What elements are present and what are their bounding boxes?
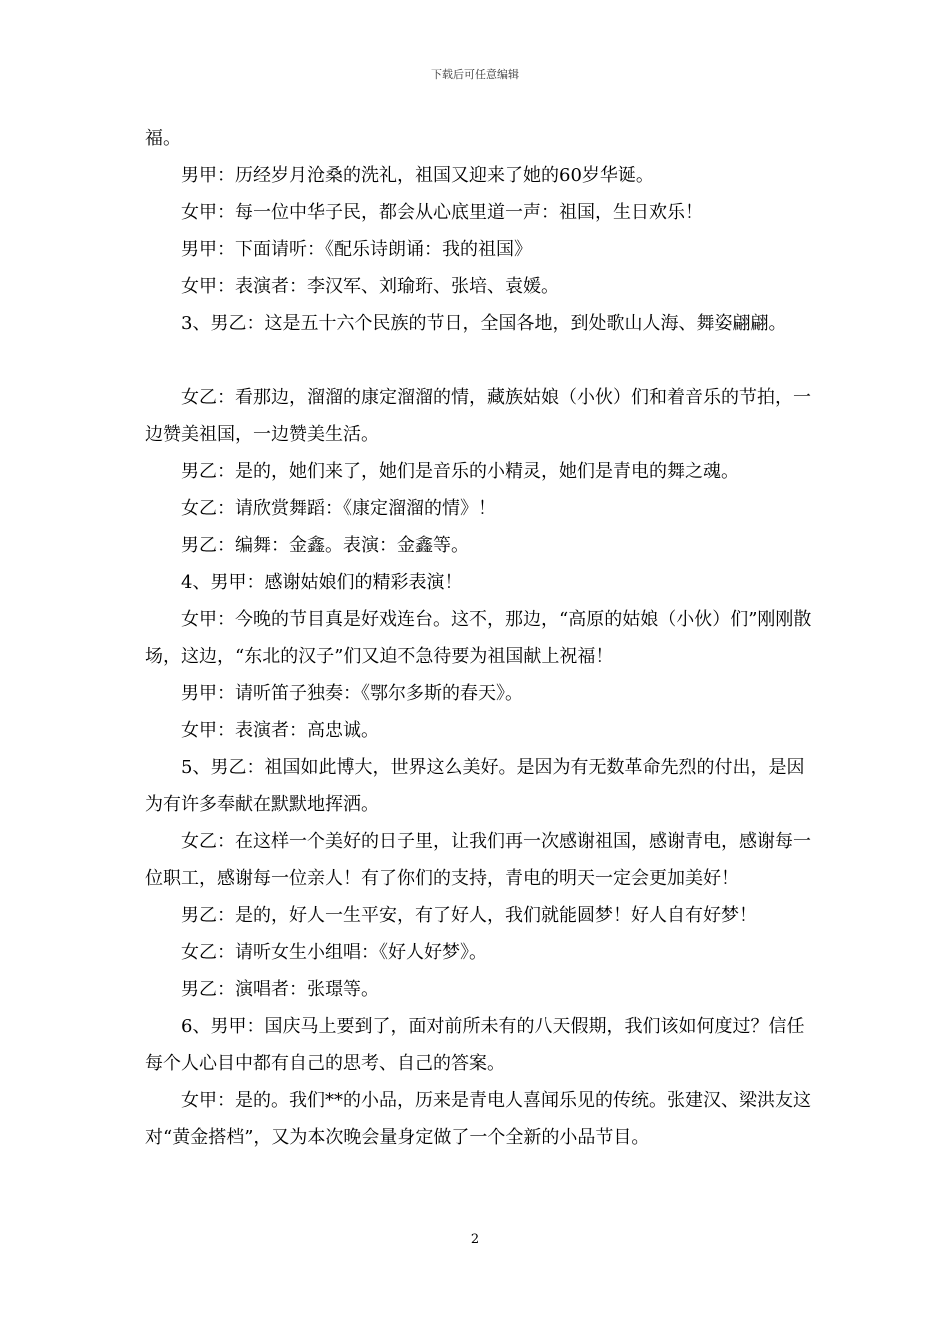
paragraph: 6、男甲：国庆马上要到了，面对前所未有的八天假期，我们该如何度过？信任每个人心目中都有自己的思考、自己的答案。 [145,1016,805,1074]
paragraph: 男乙：是的，她们来了，她们是音乐的小精灵，她们是青电的舞之魂。 [181,461,739,482]
page-header-note: 下载后可任意编辑 [431,68,519,81]
paragraph: 男甲：下面请听：《配乐诗朗诵：我的祖国》 [181,239,532,260]
paragraph: 女乙：看那边，溜溜的康定溜溜的情，藏族姑娘（小伙）们和着音乐的节拍，一边赞美祖国，一边赞美生活。 [145,387,811,445]
paragraph: 男乙：是的，好人一生平安，有了好人，我们就能圆梦！好人自有好梦！ [181,905,757,926]
paragraph: 女甲：每一位中华子民，都会从心底里道一声：祖国，生日欢乐！ [181,202,703,223]
paragraph: 福。 [145,128,181,149]
paragraph: 女甲：表演者：李汉军、刘瑜珩、张培、袁媛。 [181,276,559,297]
paragraph: 男乙：演唱者：张璟等。 [181,979,379,1000]
paragraph: 女乙：请听女生小组唱：《好人好梦》。 [181,942,487,963]
paragraph: 女甲：是的。我们**的小品，历来是青电人喜闻乐见的传统。张建汉、梁洪友这对“黄金搭档”，又为本次晚会量身定做了一个全新的小品节目。 [145,1090,811,1148]
paragraph: 3、男乙：这是五十六个民族的节日，全国各地，到处歌山人海、舞姿翩翩。 [181,313,787,334]
paragraph: 男乙：编舞：金鑫。表演：金鑫等。 [181,535,469,556]
page-number: 2 [470,1232,480,1247]
paragraph: 女乙：在这样一个美好的日子里，让我们再一次感谢祖国，感谢青电，感谢每一位职工，感谢每一位亲人！有了你们的支持，青电的明天一定会更加美好！ [145,831,811,889]
paragraph: 女甲：今晚的节目真是好戏连台。这不，那边，“高原的姑娘（小伙）们”刚刚散场，这边，“东北的汉子”们又迫不急待要为祖国献上祝福！ [145,609,812,667]
document-body [145,120,815,1156]
paragraph: 男甲：历经岁月沧桑的洗礼，祖国又迎来了她的60岁华诞。 [181,165,654,186]
paragraph: 5、男乙：祖国如此博大，世界这么美好。是因为有无数革命先烈的付出，是因为有许多奉献在默默地挥洒。 [145,757,805,815]
paragraph: 男甲：请听笛子独奏：《鄂尔多斯的春天》。 [181,683,523,704]
paragraph: 4、男甲：感谢姑娘们的精彩表演！ [181,572,463,593]
paragraph: 女乙：请欣赏舞蹈：《康定溜溜的情》！ [181,498,496,519]
paragraph: 女甲：表演者：高忠诚。 [181,720,379,741]
